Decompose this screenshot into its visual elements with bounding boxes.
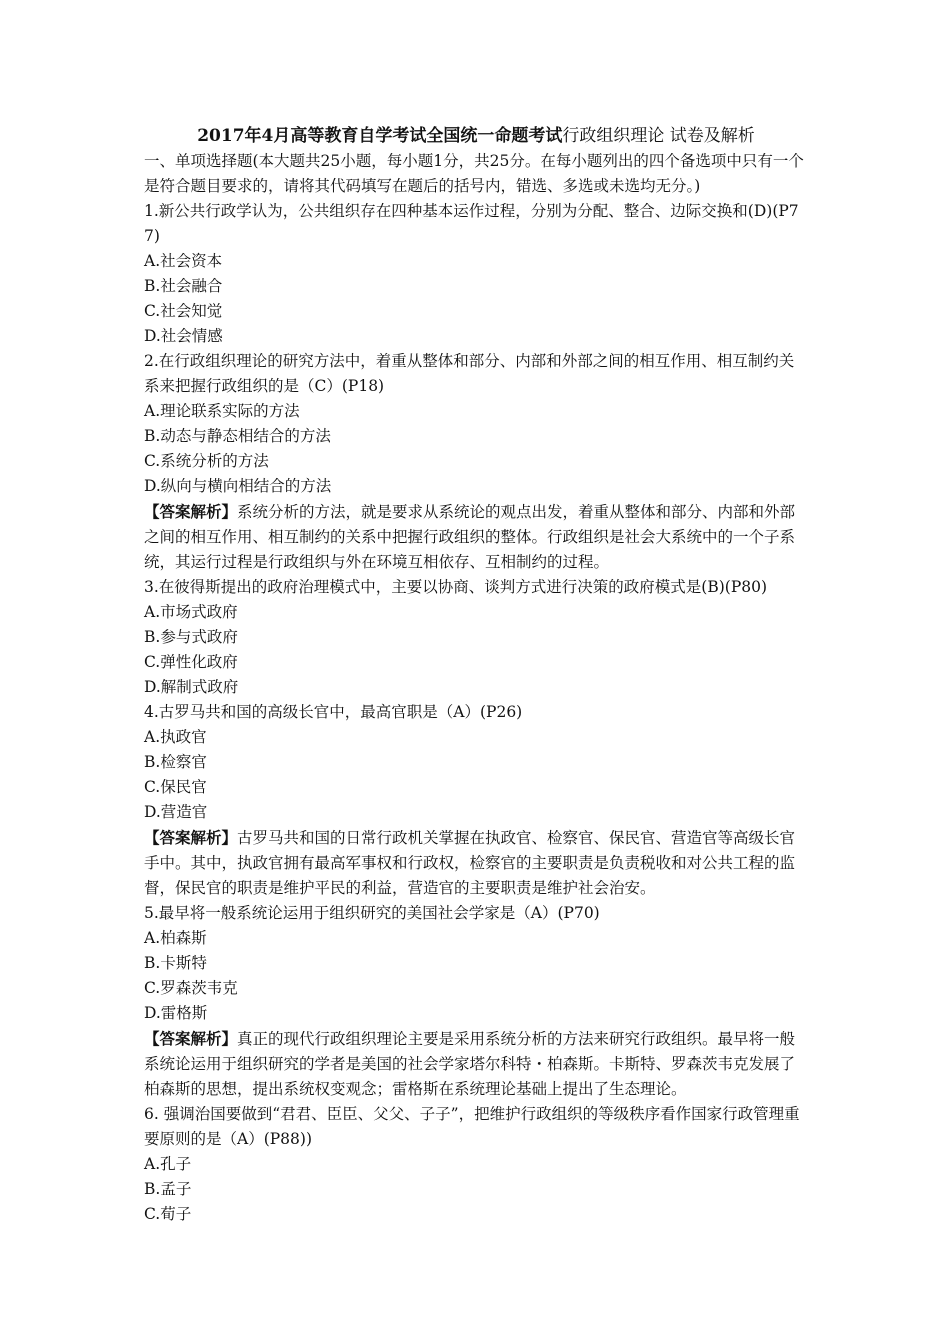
analysis-tag: 【答案解析】 [144, 828, 238, 847]
question-option: A.社会资本 [144, 252, 223, 270]
question-option: D.社会情感 [144, 327, 223, 345]
question-option: C.荀子 [144, 1205, 192, 1223]
question-option: D.纵向与横向相结合的方法 [144, 477, 332, 495]
question-option: B.卡斯特 [144, 954, 207, 972]
analysis-text: 系统分析的方法，就是要求从系统论的观点出发，着重从整体和部分、内部和外部之间的相互作用、相互制约的关系中把握行政组织的整体。行政组织是社会大系统中的一个子系统，其运行过程是行政组织与外在环境互相依存、互相制约的过程。 [144, 503, 796, 571]
document-page [144, 124, 808, 1227]
question-stem: 3.在彼得斯提出的政府治理模式中，主要以协商、谈判方式进行决策的政府模式是(B)(P80) [144, 578, 768, 596]
question-option: D.解制式政府 [144, 678, 239, 696]
question-option: C.弹性化政府 [144, 653, 238, 671]
question-option: A.柏森斯 [144, 929, 207, 947]
question-option: B.参与式政府 [144, 628, 238, 646]
question-option: A.市场式政府 [144, 603, 238, 621]
question-stem: 5.最早将一般系统论运用于组织研究的美国社会学家是（A）(P70) [144, 904, 600, 922]
section-intro: 一、单项选择题(本大题共25小题，每小题1分，共25分。在每小题列出的四个备选项中只有一个是符合题目要求的，请将其代码填写在题后的括号内，错选、多选或未选均无分。) [144, 152, 804, 195]
question-option: C.罗森茨韦克 [144, 979, 238, 997]
question-stem: 2.在行政组织理论的研究方法中，着重从整体和部分、内部和外部之间的相互作用、相互制约关系来把握行政组织的是（C）(P18) [144, 352, 795, 395]
question-option: B.检察官 [144, 753, 207, 771]
answer-analysis [144, 825, 808, 901]
question-stem: 6. 强调治国要做到“君君、臣臣、父父、子子”，把维护行政组织的等级秩序看作国家行政管理重要原则的是（A）(P88)) [144, 1105, 800, 1148]
analysis-tag: 【答案解析】 [144, 1029, 238, 1048]
question-option: B.社会融合 [144, 277, 223, 295]
question-option: B.孟子 [144, 1180, 192, 1198]
question-option: B.动态与静态相结合的方法 [144, 427, 331, 445]
analysis-text: 古罗马共和国的日常行政机关掌握在执政官、检察官、保民官、营造官等高级长官手中。其中，执政官拥有最高军事权和行政权，检察官的主要职责是负责税收和对公共工程的监督，保民官的职责是维护平民的利益，营造官的主要职责是维护社会治安。 [144, 829, 796, 897]
answer-analysis [144, 499, 808, 575]
analysis-tag: 【答案解析】 [144, 502, 238, 521]
question-option: D.雷格斯 [144, 1004, 208, 1022]
question-option: A.理论联系实际的方法 [144, 402, 300, 420]
document-title [144, 124, 808, 149]
question-option: C.保民官 [144, 778, 207, 796]
answer-analysis [144, 1026, 808, 1102]
question-option: D.营造官 [144, 803, 208, 821]
question-stem: 4.古罗马共和国的高级长官中，最高官职是（A）(P26) [144, 703, 523, 721]
title-normal-part: 行政组织理论 试卷及解析 [562, 126, 755, 146]
title-bold-part: 2017年4月高等教育自学考试全国统一命题考试 [197, 126, 563, 146]
question-option: C.系统分析的方法 [144, 452, 269, 470]
question-option: C.社会知觉 [144, 302, 223, 320]
analysis-text: 真正的现代行政组织理论主要是采用系统分析的方法来研究行政组织。最早将一般系统论运用于组织研究的学者是美国的社会学家塔尔科特・柏森斯。卡斯特、罗森茨韦克发展了柏森斯的思想，提出系统权变观念；雷格斯在系统理论基础上提出了生态理论。 [144, 1030, 796, 1098]
question-option: A.孔子 [144, 1155, 192, 1173]
question-option: A.执政官 [144, 728, 207, 746]
question-list [144, 199, 808, 1227]
question-stem: 1.新公共行政学认为，公共组织存在四种基本运作过程，分别为分配、整合、边际交换和(D)(P77) [144, 202, 799, 245]
